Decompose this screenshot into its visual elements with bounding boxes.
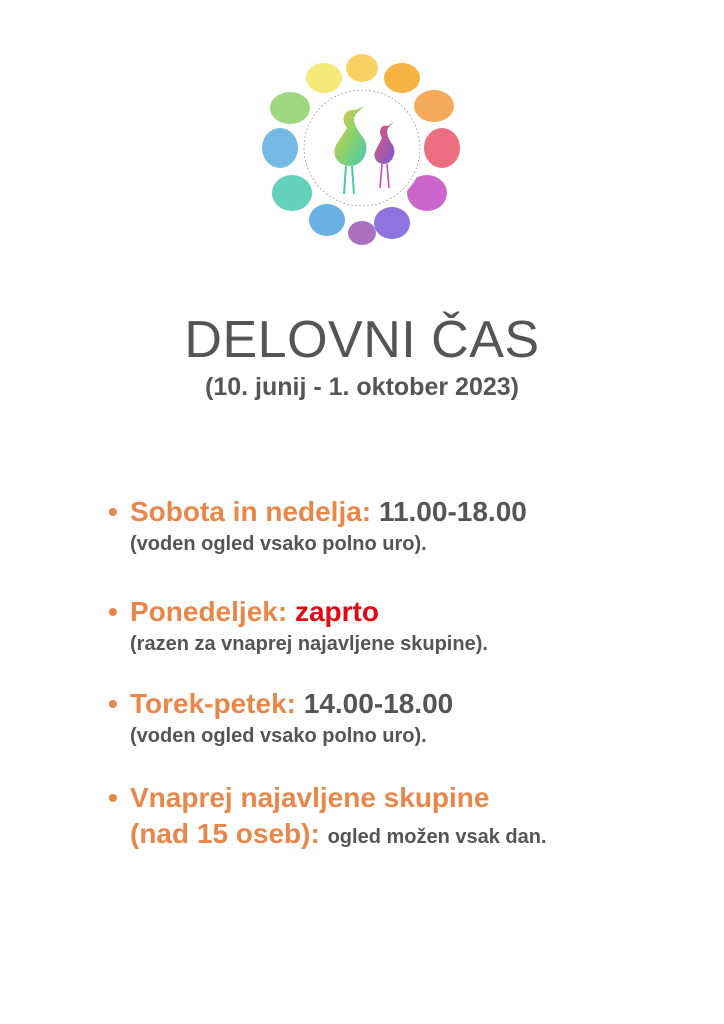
group-note: ogled možen vsak dan. bbox=[327, 826, 547, 848]
hours-item-weekdays bbox=[108, 686, 708, 750]
day-label: Ponedeljek: bbox=[130, 596, 288, 627]
bullet: • bbox=[108, 782, 118, 813]
bullet: • bbox=[108, 688, 118, 719]
date-range: (10. junij - 1. oktober 2023) bbox=[205, 373, 519, 401]
hours-note: (razen za vnaprej najavljene skupine). bbox=[130, 633, 488, 655]
bullet: • bbox=[108, 496, 118, 527]
day-label: Torek-petek: bbox=[130, 688, 296, 719]
bullet: • bbox=[108, 596, 118, 627]
page-title: DELOVNI ČAS bbox=[184, 311, 540, 369]
group-label: Vnaprej najavljene skupine bbox=[130, 782, 490, 813]
closed-value: zaprto bbox=[294, 596, 379, 627]
hours-item-weekend bbox=[108, 494, 708, 558]
park-logo bbox=[252, 48, 472, 248]
hours-note: (voden ogled vsako polno uro). bbox=[130, 725, 427, 747]
hours-value: 11.00-18.00 bbox=[378, 496, 527, 527]
hours-item-groups bbox=[108, 780, 708, 855]
day-label: Sobota in nedelja: bbox=[130, 496, 372, 527]
group-size-label: (nad 15 oseb): bbox=[130, 818, 320, 849]
hours-value: 14.00-18.00 bbox=[303, 688, 454, 719]
hours-item-monday bbox=[108, 594, 708, 658]
hours-note: (voden ogled vsako polno uro). bbox=[130, 533, 427, 555]
